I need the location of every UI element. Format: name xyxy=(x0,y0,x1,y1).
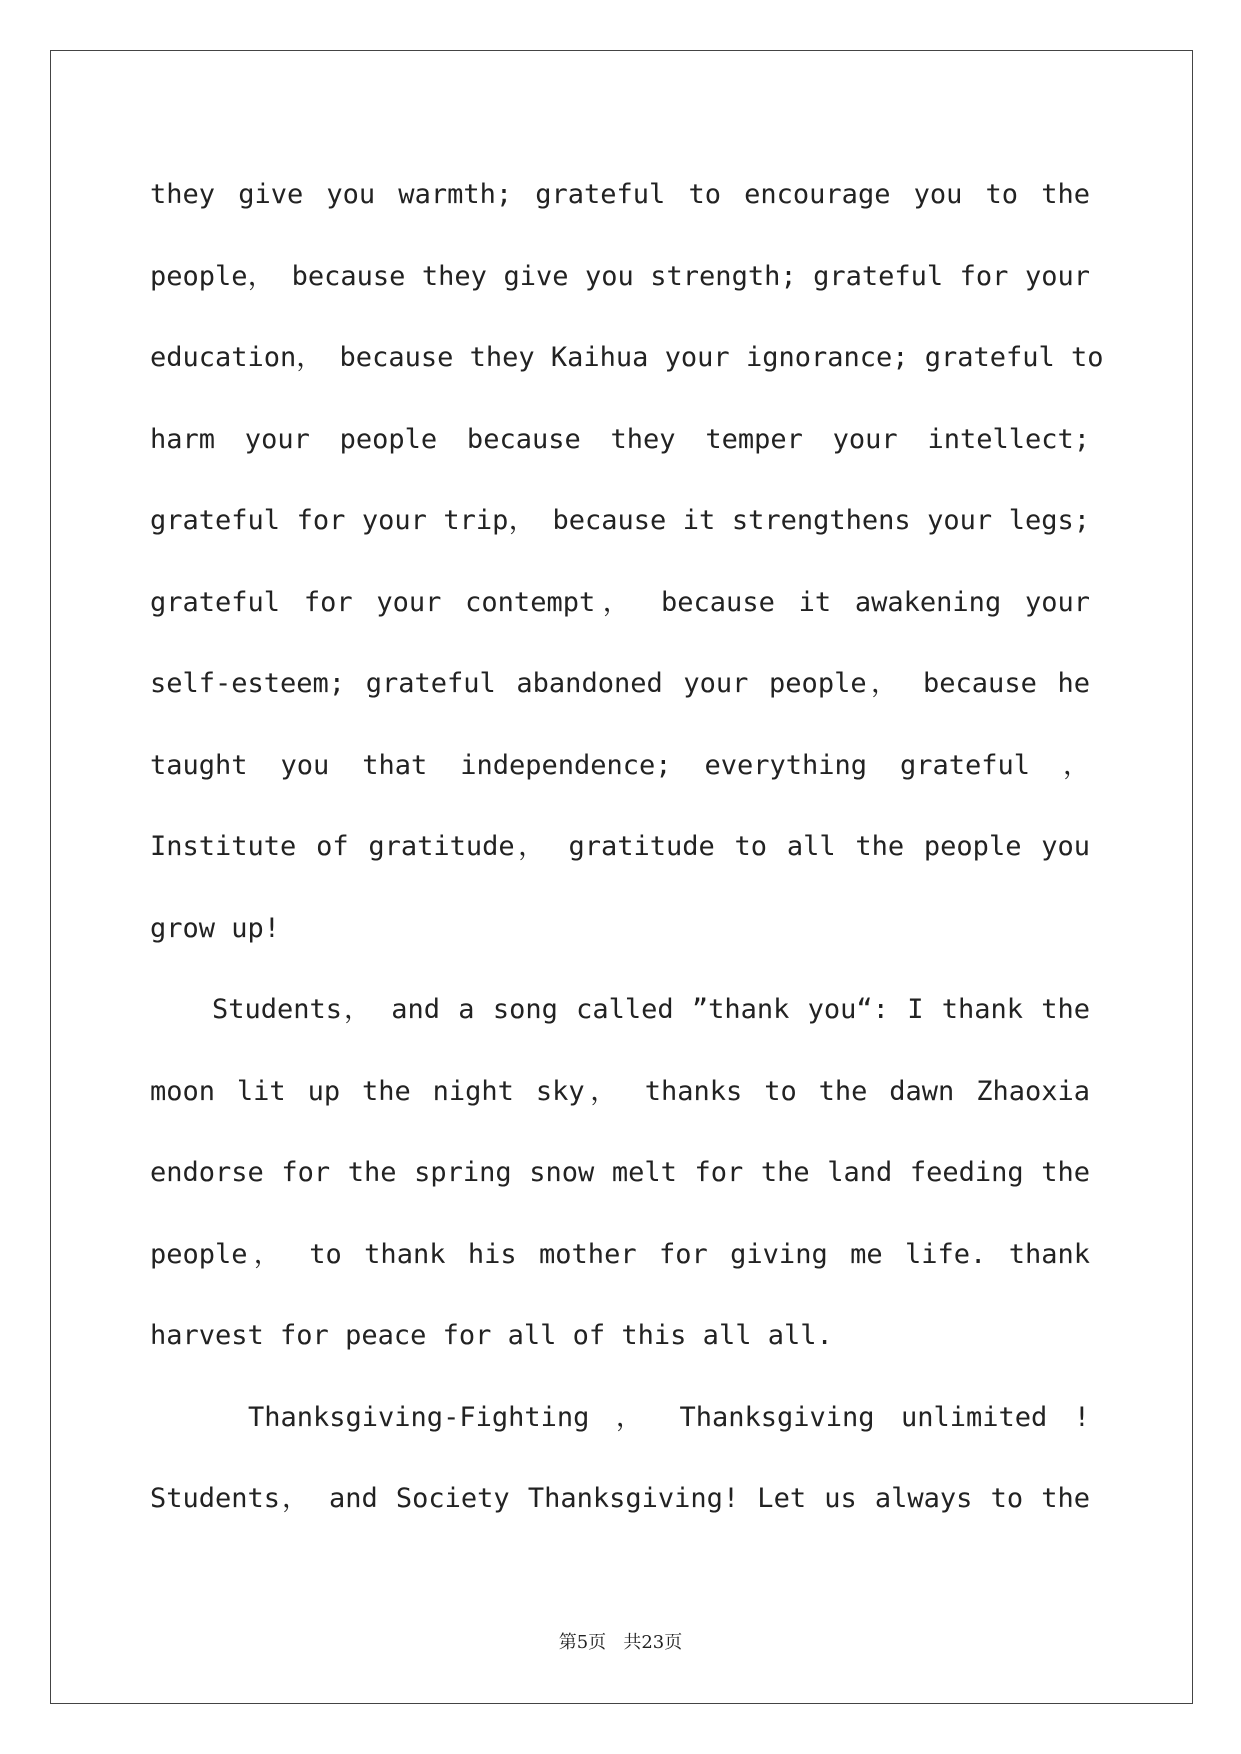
text-line: people， to thank his mother for giving me life. thank xyxy=(150,1238,1090,1270)
text-line: Students， and Society Thanksgiving! Let us always to the xyxy=(150,1483,1090,1514)
text-line: Thanksgiving-Fighting ， Thanksgiving unlimited ! xyxy=(248,1401,1090,1433)
text-line: harm your people because they temper your intellect; xyxy=(150,423,1090,455)
text-line: people， because they give you strength; grateful for your xyxy=(150,260,1090,292)
document-body xyxy=(150,160,1104,1546)
text-line: self-esteem; grateful abandoned your people， because he xyxy=(150,668,1090,699)
text-line: grateful for your contempt， because it awakening your xyxy=(150,586,1090,618)
text-line: moon lit up the night sky， thanks to the dawn Zhaoxia xyxy=(150,1075,1090,1107)
page-footer xyxy=(0,1628,1241,1654)
text-line: harvest for peace for all of this all all. xyxy=(150,1320,833,1351)
text-line: taught you that independence; everything grateful ， xyxy=(150,749,1090,781)
text-line: Institute of gratitude， gratitude to all the people you xyxy=(150,831,1090,862)
text-line: education， because they Kaihua your ignorance; grateful to xyxy=(150,342,1104,373)
page-number: 第5页 共23页 xyxy=(558,1632,683,1653)
text-line: grateful for your trip， because it strengthens your legs; xyxy=(150,505,1090,536)
text-line: Students， and a song called ”thank you“: I thank the xyxy=(212,994,1090,1025)
text-line: grow up! xyxy=(150,912,281,944)
text-line: endorse for the spring snow melt for the land feeding the xyxy=(150,1157,1090,1188)
text-line: they give you warmth; grateful to encourage you to the xyxy=(150,179,1090,210)
